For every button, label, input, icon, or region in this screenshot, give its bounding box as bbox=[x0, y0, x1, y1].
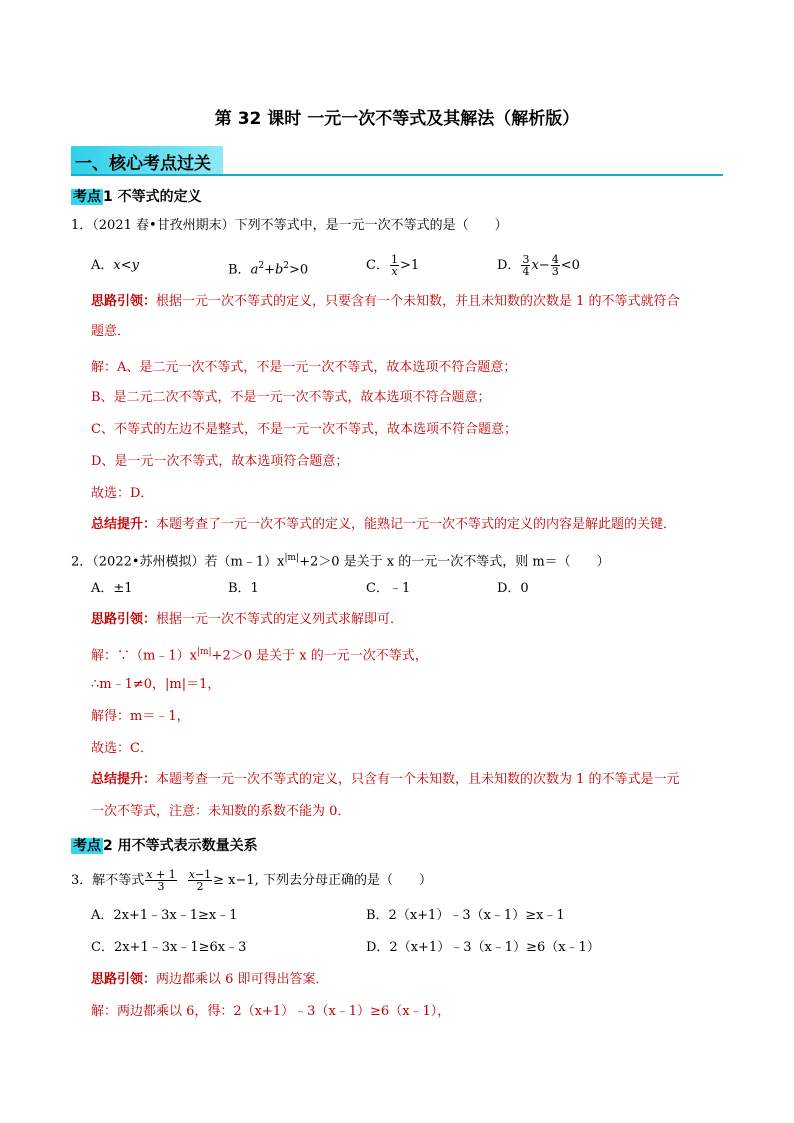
q3-option-c: C．2x+1﹣3x﹣1≥6x﹣3 bbox=[91, 940, 247, 955]
fraction: $\frac{x-1}{2}$ bbox=[188, 868, 212, 893]
section-heading-text: 一、核心考点过关 bbox=[75, 154, 211, 174]
q1-option-c: C． $\frac{1}{x}$ >1 bbox=[366, 253, 420, 278]
q2-hint: 思路引领：根据一元一次不等式的定义列式求解即可． bbox=[91, 612, 404, 627]
q1-solution-line-4: D、是一元一次不等式，故本选项符合题意； bbox=[91, 454, 349, 469]
q1-option-b: B．$a^2+b^2>0$ bbox=[228, 261, 309, 278]
section-rule bbox=[71, 174, 723, 176]
fraction: $\frac{x + 1}{3}$ bbox=[146, 868, 176, 893]
topic-tag: 考点 bbox=[73, 838, 101, 854]
q2-solution-line-1: 解：$\because(m﹣1)x^{|m|}+2>0$ 是关于 x 的一元一次不等式， bbox=[91, 647, 428, 664]
fraction: $\frac{4}{3}$ bbox=[551, 253, 559, 278]
q1-option-d: D． $\frac{3}{4}$ x− $\frac{4}{3}$ <0 bbox=[497, 253, 580, 278]
q3-option-d: D．2（x+1）﹣3（x﹣1）≥6（x﹣1） bbox=[366, 940, 600, 955]
q2-summary-cont: 一次不等式，注意：未知数的系数不能为 0． bbox=[91, 804, 351, 819]
fraction: $\frac{1}{x}$ bbox=[390, 253, 398, 278]
q3-option-a: A．2x+1﹣3x﹣1≥x﹣1 bbox=[91, 908, 238, 923]
q2-option-d: D．0 bbox=[497, 581, 529, 596]
q2-option-c: C．﹣1 bbox=[366, 581, 411, 596]
topic-title: 不等式的定义 bbox=[112, 189, 202, 205]
q3-option-b: B．2（x+1）﹣3（x﹣1）≥x﹣1 bbox=[366, 908, 565, 923]
q1-summary: 总结提升：本题考查了一元一次不等式的定义，能熟记一元一次不等式的定义的内容是解此题的关键． bbox=[91, 517, 677, 532]
q2-solution-line-3: 解得：m＝﹣1， bbox=[91, 709, 190, 724]
q1-solution-line-2: B、是二元二次不等式，不是一元一次不等式，故本选项不符合题意； bbox=[91, 390, 491, 405]
question-1-stem: 1．（2021 春•甘孜州期末）下列不等式中，是一元一次不等式的是（ ） bbox=[71, 218, 508, 233]
topic-tag: 考点 bbox=[73, 189, 101, 205]
q1-hint: 思路引领：根据一元一次不等式的定义，只要含有一个未知数，并且未知数的次数是 1 的不等式就符合 bbox=[91, 294, 680, 309]
q1-option-a: A．x<y bbox=[91, 258, 139, 273]
question-3-stem: 3．解不等式 $\frac{x + 1}{3}$ $\frac{x-1}{2}$ ≥ x−1, 下列去分母正确的是（ ） bbox=[71, 868, 432, 893]
fraction: $\frac{3}{4}$ bbox=[522, 253, 530, 278]
topic-2-heading bbox=[71, 835, 258, 855]
q2-answer: 故选：C． bbox=[91, 741, 153, 756]
q3-hint: 思路引领：两边都乘以 6 即可得出答案． bbox=[91, 972, 329, 987]
q1-solution-line-3: C、不等式的左边不是整式，不是一元一次不等式，故本选项不符合题意； bbox=[91, 422, 517, 437]
q3-solution: 解：两边都乘以 6，得：2（x+1）﹣3（x﹣1）≥6（x﹣1）， bbox=[91, 1004, 451, 1019]
q1-solution-line-1: 解：A、是二元一次不等式，不是一元一次不等式，故本选项不符合题意； bbox=[91, 360, 517, 375]
q2-option-b: B．1 bbox=[228, 581, 259, 596]
topic-1-heading bbox=[71, 186, 202, 206]
topic-number: 2 bbox=[103, 838, 113, 854]
section-heading bbox=[71, 146, 223, 174]
topic-number: 1 bbox=[103, 189, 113, 205]
q1-answer: 故选：D． bbox=[91, 486, 154, 501]
q1-hint-cont: 题意． bbox=[91, 324, 131, 339]
page-title: 第 32 课时 一元一次不等式及其解法（解析版） bbox=[214, 109, 580, 129]
q2-solution-line-2: ∴m﹣1≠0，|m|＝1， bbox=[91, 677, 221, 692]
question-2-stem: 2．（2022•苏州模拟）若$(m﹣1)x^{|m|}+2>0$ 是关于 x 的一元一次不等式，则 m＝（ ） bbox=[71, 553, 610, 570]
q2-option-a: A．±1 bbox=[91, 581, 133, 596]
topic-title: 用不等式表示数量关系 bbox=[112, 838, 258, 854]
q2-summary: 总结提升：本题考查一元一次不等式的定义，只含有一个未知数，且未知数的次数为 1 的不等式是一元 bbox=[91, 772, 680, 787]
